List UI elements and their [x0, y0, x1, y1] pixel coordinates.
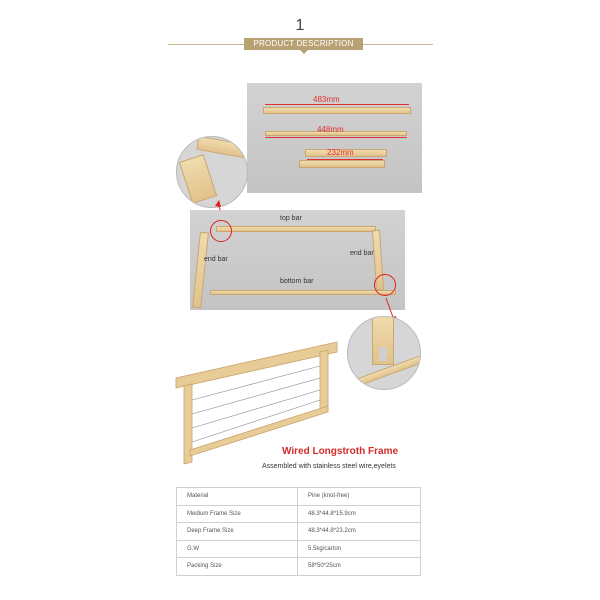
top-bar-piece [216, 226, 376, 232]
spec-value: Pine (knot-free) [298, 488, 421, 506]
table-row [177, 488, 421, 506]
end-bar-part-2 [299, 160, 385, 168]
label-end-bar-left: end bar [204, 256, 228, 263]
table-row [177, 505, 421, 523]
spec-table [176, 487, 421, 576]
joint-end-piece [179, 154, 217, 204]
spec-key: Medium Frame Size [177, 505, 298, 523]
parts-photo [247, 83, 422, 193]
product-subtitle: Assembled with stainless steel wire,eyelets [262, 463, 396, 470]
dimension-line-483 [265, 104, 409, 105]
end-bar-left-piece [192, 232, 209, 309]
dimension-label-483: 483mm [313, 95, 340, 104]
dimension-label-232: 232mm [327, 148, 354, 157]
banner-pointer [300, 50, 308, 54]
corner-joint-detail-image [176, 136, 248, 208]
label-bottom-bar: bottom bar [280, 278, 314, 285]
corner-highlight-ring [210, 220, 232, 242]
label-top-bar: top bar [280, 215, 302, 222]
assembly-photo [190, 210, 405, 310]
table-row [177, 558, 421, 576]
section-title-banner: PRODUCT DESCRIPTION [244, 38, 363, 50]
spec-value: 58*50*25cm [298, 558, 421, 576]
bottom-corner-highlight-ring [374, 274, 396, 296]
spec-key: Deep Frame Size [177, 523, 298, 541]
spec-key: Material [177, 488, 298, 506]
spec-key: Packing Size [177, 558, 298, 576]
section-number: 1 [295, 17, 305, 34]
spec-value: 48.3*44.8*23.2cm [298, 523, 421, 541]
table-row [177, 540, 421, 558]
dimension-line-232 [307, 159, 383, 160]
spec-value: 5.5kg/carton [298, 540, 421, 558]
bottom-bar-piece [210, 290, 396, 295]
detail-slot [379, 347, 387, 361]
product-title: Wired Longstroth Frame [282, 446, 399, 457]
top-bar-part [263, 107, 411, 114]
dimension-line-448 [265, 137, 407, 138]
dimension-label-448: 448mm [317, 125, 344, 134]
header-rule-left [168, 44, 244, 45]
spec-key: G.W [177, 540, 298, 558]
label-end-bar-right: end bar [350, 250, 374, 257]
header-rule-right [363, 44, 433, 45]
table-row [177, 523, 421, 541]
end-bar-detail-image [347, 316, 421, 390]
spec-value: 48.3*44.8*15.9cm [298, 505, 421, 523]
